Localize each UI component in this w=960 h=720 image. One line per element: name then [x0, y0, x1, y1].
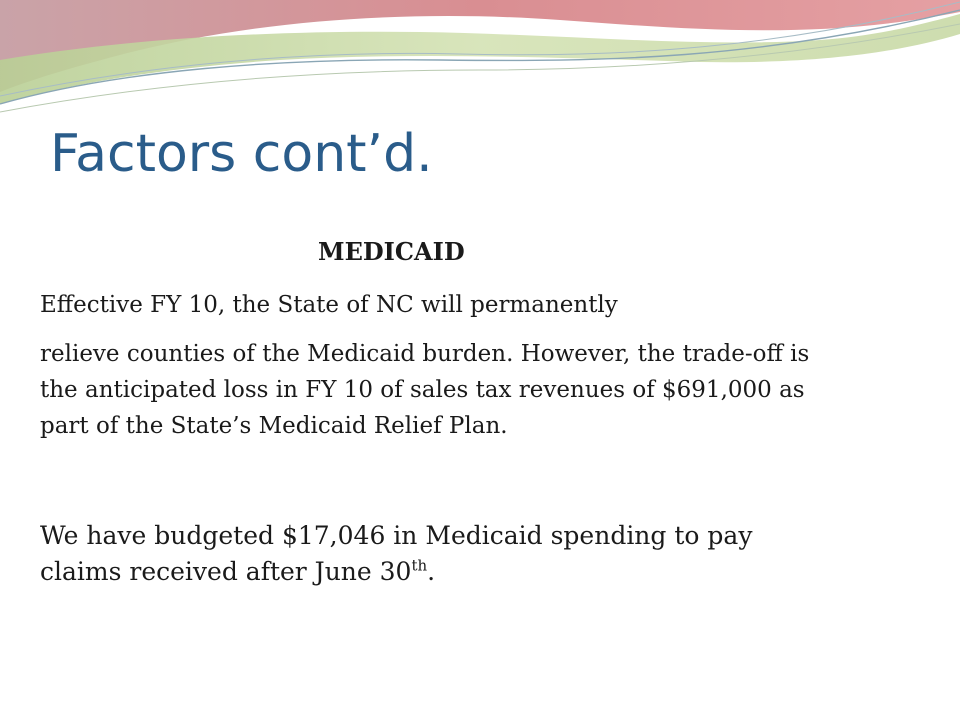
- body-paragraph-1: relieve counties of the Medicaid burden. However, the trade-off is the anticipated loss in FY 10 of sales tax revenues of $691,000 as part of the State’s Medicaid Relief Plan.: [40, 341, 810, 439]
- decorative-wave-header: [0, 0, 960, 120]
- slide-title: Factors cont’d.: [50, 124, 433, 184]
- ordinal-suffix: th: [411, 556, 428, 575]
- body-paragraph-2: [40, 518, 830, 590]
- body-paragraph-2-text: We have budgeted $17,046 in Medicaid spending to pay claims received after June 30: [40, 521, 753, 586]
- body-paragraph-2-end: .: [427, 557, 436, 586]
- section-heading: MEDICAID: [318, 237, 465, 266]
- body-line-1: Effective FY 10, the State of NC will permanently: [40, 292, 618, 318]
